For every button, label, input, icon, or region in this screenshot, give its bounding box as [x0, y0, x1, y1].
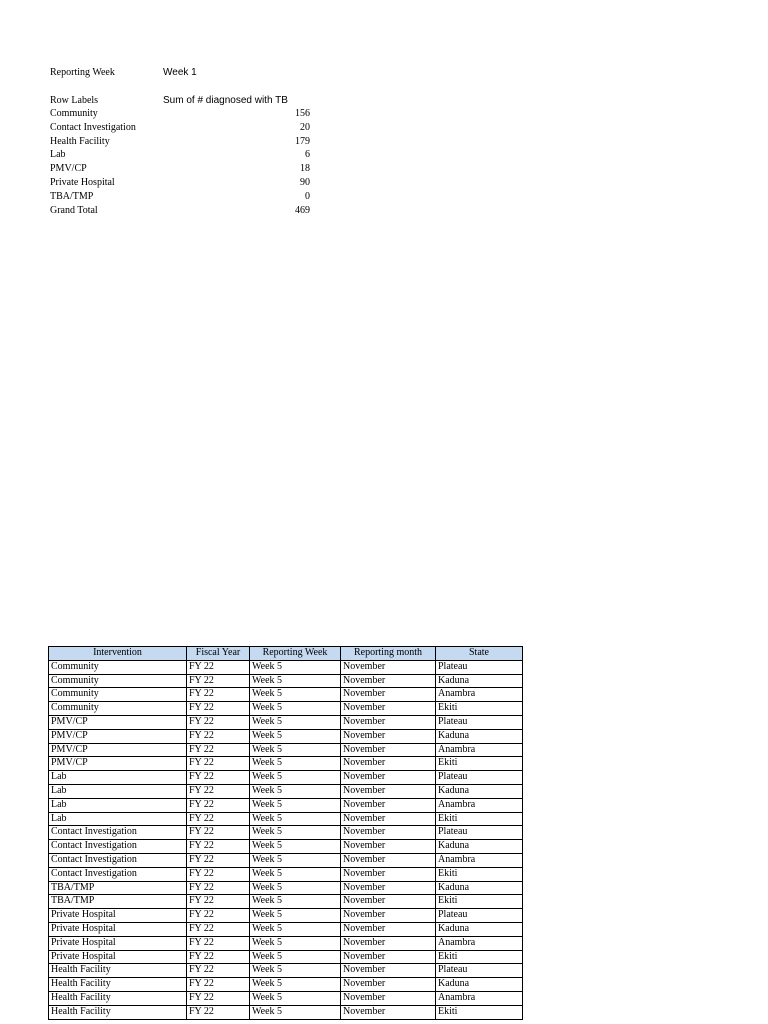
pivot-filter-value[interactable]: Week 1: [163, 67, 197, 78]
cell-reporting-month[interactable]: November: [341, 729, 436, 743]
cell-reporting-week[interactable]: Week 5: [250, 964, 341, 978]
cell-state[interactable]: Ekiti: [436, 950, 523, 964]
cell-intervention[interactable]: Private Hospital: [49, 950, 187, 964]
cell-reporting-week[interactable]: Week 5: [250, 853, 341, 867]
cell-reporting-month[interactable]: November: [341, 715, 436, 729]
table-row: [49, 895, 523, 909]
cell-intervention[interactable]: Health Facility: [49, 991, 187, 1005]
cell-state[interactable]: Kaduna: [436, 881, 523, 895]
cell-state[interactable]: Kaduna: [436, 729, 523, 743]
cell-state[interactable]: Kaduna: [436, 922, 523, 936]
cell-fiscal-year[interactable]: FY 22: [187, 688, 250, 702]
cell-fiscal-year[interactable]: FY 22: [187, 715, 250, 729]
cell-intervention[interactable]: Private Hospital: [49, 909, 187, 923]
pivot-row: [50, 107, 312, 121]
cell-intervention[interactable]: Community: [49, 702, 187, 716]
cell-state[interactable]: Ekiti: [436, 702, 523, 716]
cell-reporting-week[interactable]: Week 5: [250, 757, 341, 771]
table-row: [49, 826, 523, 840]
cell-state[interactable]: Plateau: [436, 660, 523, 674]
table-row: [49, 840, 523, 854]
cell-reporting-month[interactable]: November: [341, 771, 436, 785]
pivot-row-label[interactable]: Community: [50, 108, 98, 119]
cell-reporting-month[interactable]: November: [341, 922, 436, 936]
table-body: [49, 660, 523, 1019]
cell-fiscal-year[interactable]: FY 22: [187, 978, 250, 992]
pivot-row-value[interactable]: 20: [300, 121, 310, 133]
pivot-row: [50, 162, 312, 176]
table-row: [49, 1005, 523, 1019]
cell-state[interactable]: Plateau: [436, 771, 523, 785]
cell-state[interactable]: Ekiti: [436, 812, 523, 826]
cell-intervention[interactable]: Community: [49, 674, 187, 688]
table-row: [49, 798, 523, 812]
pivot-row-label[interactable]: Grand Total: [50, 204, 98, 216]
cell-intervention[interactable]: Contact Investigation: [49, 853, 187, 867]
table-row: [49, 881, 523, 895]
cell-reporting-month[interactable]: November: [341, 660, 436, 674]
cell-fiscal-year[interactable]: FY 22: [187, 784, 250, 798]
pivot-row-value[interactable]: 90: [300, 176, 310, 188]
cell-state[interactable]: Kaduna: [436, 674, 523, 688]
table-row: [49, 715, 523, 729]
cell-intervention[interactable]: Community: [49, 660, 187, 674]
cell-reporting-month[interactable]: November: [341, 702, 436, 716]
pivot-row-value[interactable]: 18: [300, 163, 310, 175]
cell-reporting-month[interactable]: November: [341, 688, 436, 702]
cell-fiscal-year[interactable]: FY 22: [187, 757, 250, 771]
pivot-row: [50, 176, 312, 190]
cell-reporting-month[interactable]: November: [341, 950, 436, 964]
cell-intervention[interactable]: Contact Investigation: [49, 867, 187, 881]
cell-fiscal-year[interactable]: FY 22: [187, 950, 250, 964]
pivot-row: [50, 204, 312, 218]
cell-reporting-week[interactable]: Week 5: [250, 978, 341, 992]
cell-reporting-week[interactable]: Week 5: [250, 729, 341, 743]
pivot-row-label[interactable]: Private Hospital: [50, 176, 115, 188]
table-row: [49, 729, 523, 743]
cell-fiscal-year[interactable]: FY 22: [187, 702, 250, 716]
table-row: [49, 853, 523, 867]
pivot-row-label[interactable]: Contact Investigation: [50, 121, 136, 133]
table-row: [49, 757, 523, 771]
table-row: [49, 743, 523, 757]
cell-intervention[interactable]: Contact Investigation: [49, 826, 187, 840]
cell-reporting-week[interactable]: Week 5: [250, 881, 341, 895]
pivot-row-value[interactable]: 179: [295, 135, 310, 147]
cell-reporting-month[interactable]: November: [341, 964, 436, 978]
cell-reporting-week[interactable]: Week 5: [250, 826, 341, 840]
cell-reporting-month[interactable]: November: [341, 757, 436, 771]
cell-state[interactable]: Plateau: [436, 964, 523, 978]
pivot-row-label[interactable]: TBA/TMP: [50, 190, 94, 202]
table-row: [49, 688, 523, 702]
cell-fiscal-year[interactable]: FY 22: [187, 909, 250, 923]
cell-state[interactable]: Kaduna: [436, 784, 523, 798]
cell-intervention[interactable]: PMV/CP: [49, 729, 187, 743]
cell-reporting-week[interactable]: Week 5: [250, 674, 341, 688]
cell-state[interactable]: Anambra: [436, 853, 523, 867]
cell-fiscal-year[interactable]: FY 22: [187, 1005, 250, 1019]
pivot-row: [50, 190, 312, 204]
table-row: [49, 936, 523, 950]
cell-intervention[interactable]: TBA/TMP: [49, 895, 187, 909]
cell-fiscal-year[interactable]: FY 22: [187, 991, 250, 1005]
cell-fiscal-year[interactable]: FY 22: [187, 798, 250, 812]
cell-state[interactable]: Plateau: [436, 826, 523, 840]
cell-fiscal-year[interactable]: FY 22: [187, 812, 250, 826]
cell-intervention[interactable]: Contact Investigation: [49, 840, 187, 854]
cell-intervention[interactable]: Community: [49, 688, 187, 702]
table-row: [49, 660, 523, 674]
cell-fiscal-year[interactable]: FY 22: [187, 743, 250, 757]
cell-reporting-month[interactable]: November: [341, 991, 436, 1005]
cell-state[interactable]: Kaduna: [436, 978, 523, 992]
cell-reporting-week[interactable]: Week 5: [250, 840, 341, 854]
cell-reporting-week[interactable]: Week 5: [250, 909, 341, 923]
cell-fiscal-year[interactable]: FY 22: [187, 922, 250, 936]
cell-state[interactable]: Anambra: [436, 743, 523, 757]
cell-state[interactable]: Ekiti: [436, 895, 523, 909]
cell-fiscal-year[interactable]: FY 22: [187, 826, 250, 840]
cell-reporting-month[interactable]: November: [341, 881, 436, 895]
pivot-row-value[interactable]: 469: [295, 204, 310, 216]
cell-reporting-week[interactable]: Week 5: [250, 702, 341, 716]
cell-state[interactable]: Anambra: [436, 936, 523, 950]
cell-reporting-month[interactable]: November: [341, 1005, 436, 1019]
cell-reporting-month[interactable]: November: [341, 743, 436, 757]
cell-reporting-week[interactable]: Week 5: [250, 784, 341, 798]
cell-reporting-week[interactable]: Week 5: [250, 771, 341, 785]
cell-state[interactable]: Anambra: [436, 798, 523, 812]
cell-reporting-week[interactable]: Week 5: [250, 660, 341, 674]
cell-reporting-week[interactable]: Week 5: [250, 922, 341, 936]
pivot-sum-header: Sum of # diagnosed with TB: [163, 95, 288, 106]
cell-reporting-month[interactable]: November: [341, 840, 436, 854]
table-row: [49, 702, 523, 716]
cell-reporting-week[interactable]: Week 5: [250, 950, 341, 964]
table-row: [49, 674, 523, 688]
cell-reporting-week[interactable]: Week 5: [250, 895, 341, 909]
cell-intervention[interactable]: Lab: [49, 784, 187, 798]
pivot-row-value[interactable]: 6: [305, 149, 310, 161]
cell-reporting-month[interactable]: November: [341, 909, 436, 923]
pivot-row: [50, 148, 312, 162]
cell-fiscal-year[interactable]: FY 22: [187, 895, 250, 909]
cell-state[interactable]: Plateau: [436, 909, 523, 923]
cell-intervention[interactable]: Health Facility: [49, 978, 187, 992]
cell-fiscal-year[interactable]: FY 22: [187, 964, 250, 978]
cell-reporting-month[interactable]: November: [341, 895, 436, 909]
pivot-row-value[interactable]: 156: [295, 108, 310, 119]
cell-reporting-month[interactable]: November: [341, 867, 436, 881]
cell-reporting-week[interactable]: Week 5: [250, 798, 341, 812]
cell-state[interactable]: Anambra: [436, 688, 523, 702]
cell-reporting-week[interactable]: Week 5: [250, 812, 341, 826]
cell-intervention[interactable]: Lab: [49, 771, 187, 785]
cell-reporting-week[interactable]: Week 5: [250, 715, 341, 729]
data-table: [48, 646, 523, 1020]
cell-fiscal-year[interactable]: FY 22: [187, 660, 250, 674]
cell-fiscal-year[interactable]: FY 22: [187, 867, 250, 881]
table-row: [49, 867, 523, 881]
column-header-reporting-week[interactable]: Reporting Week: [250, 647, 341, 661]
cell-fiscal-year[interactable]: FY 22: [187, 881, 250, 895]
table-row: [49, 964, 523, 978]
cell-reporting-week[interactable]: Week 5: [250, 991, 341, 1005]
cell-reporting-month[interactable]: November: [341, 978, 436, 992]
cell-reporting-week[interactable]: Week 5: [250, 743, 341, 757]
cell-intervention[interactable]: TBA/TMP: [49, 881, 187, 895]
pivot-filter-label: Reporting Week: [50, 67, 115, 78]
cell-state[interactable]: Anambra: [436, 991, 523, 1005]
column-header-reporting-month[interactable]: Reporting month: [341, 647, 436, 661]
table-row: [49, 922, 523, 936]
table-row: [49, 812, 523, 826]
cell-intervention[interactable]: Lab: [49, 798, 187, 812]
cell-state[interactable]: Plateau: [436, 715, 523, 729]
column-header-intervention[interactable]: Intervention: [49, 647, 187, 661]
cell-intervention[interactable]: Health Facility: [49, 1005, 187, 1019]
cell-intervention[interactable]: Lab: [49, 812, 187, 826]
table-row: [49, 991, 523, 1005]
table-row: [49, 771, 523, 785]
cell-fiscal-year[interactable]: FY 22: [187, 853, 250, 867]
cell-reporting-month[interactable]: November: [341, 798, 436, 812]
cell-reporting-month[interactable]: November: [341, 784, 436, 798]
table-row: [49, 978, 523, 992]
table-header-row: [49, 647, 523, 661]
cell-state[interactable]: Ekiti: [436, 757, 523, 771]
cell-intervention[interactable]: Health Facility: [49, 964, 187, 978]
cell-fiscal-year[interactable]: FY 22: [187, 936, 250, 950]
cell-state[interactable]: Ekiti: [436, 867, 523, 881]
cell-reporting-month[interactable]: November: [341, 826, 436, 840]
cell-intervention[interactable]: PMV/CP: [49, 743, 187, 757]
column-header-fiscal-year[interactable]: Fiscal Year: [187, 647, 250, 661]
cell-intervention[interactable]: PMV/CP: [49, 715, 187, 729]
cell-fiscal-year[interactable]: FY 22: [187, 771, 250, 785]
pivot-row-labels-header[interactable]: Row Labels: [50, 95, 99, 106]
cell-reporting-week[interactable]: Week 5: [250, 936, 341, 950]
table-row: [49, 950, 523, 964]
cell-reporting-month[interactable]: November: [341, 812, 436, 826]
cell-intervention[interactable]: Private Hospital: [49, 936, 187, 950]
cell-fiscal-year[interactable]: FY 22: [187, 729, 250, 743]
cell-reporting-month[interactable]: November: [341, 853, 436, 867]
pivot-row-label[interactable]: PMV/CP: [50, 163, 87, 175]
cell-reporting-week[interactable]: Week 5: [250, 688, 341, 702]
cell-intervention[interactable]: PMV/CP: [49, 757, 187, 771]
cell-state[interactable]: Kaduna: [436, 840, 523, 854]
pivot-row-label[interactable]: Health Facility: [50, 135, 110, 147]
cell-state[interactable]: Ekiti: [436, 1005, 523, 1019]
pivot-rows: [50, 107, 312, 217]
pivot-row: [50, 135, 312, 149]
cell-reporting-week[interactable]: Week 5: [250, 867, 341, 881]
table-row: [49, 784, 523, 798]
cell-fiscal-year[interactable]: FY 22: [187, 674, 250, 688]
cell-intervention[interactable]: Private Hospital: [49, 922, 187, 936]
cell-fiscal-year[interactable]: FY 22: [187, 840, 250, 854]
column-header-state[interactable]: State: [436, 647, 523, 661]
cell-reporting-week[interactable]: Week 5: [250, 1005, 341, 1019]
pivot-row-label[interactable]: Lab: [50, 149, 66, 161]
cell-reporting-month[interactable]: November: [341, 936, 436, 950]
pivot-row: [50, 121, 312, 135]
pivot-filter-row: [50, 66, 350, 79]
table-row: [49, 909, 523, 923]
pivot-row-value[interactable]: 0: [305, 190, 310, 202]
cell-reporting-month[interactable]: November: [341, 674, 436, 688]
pivot-header-row: [50, 94, 350, 107]
